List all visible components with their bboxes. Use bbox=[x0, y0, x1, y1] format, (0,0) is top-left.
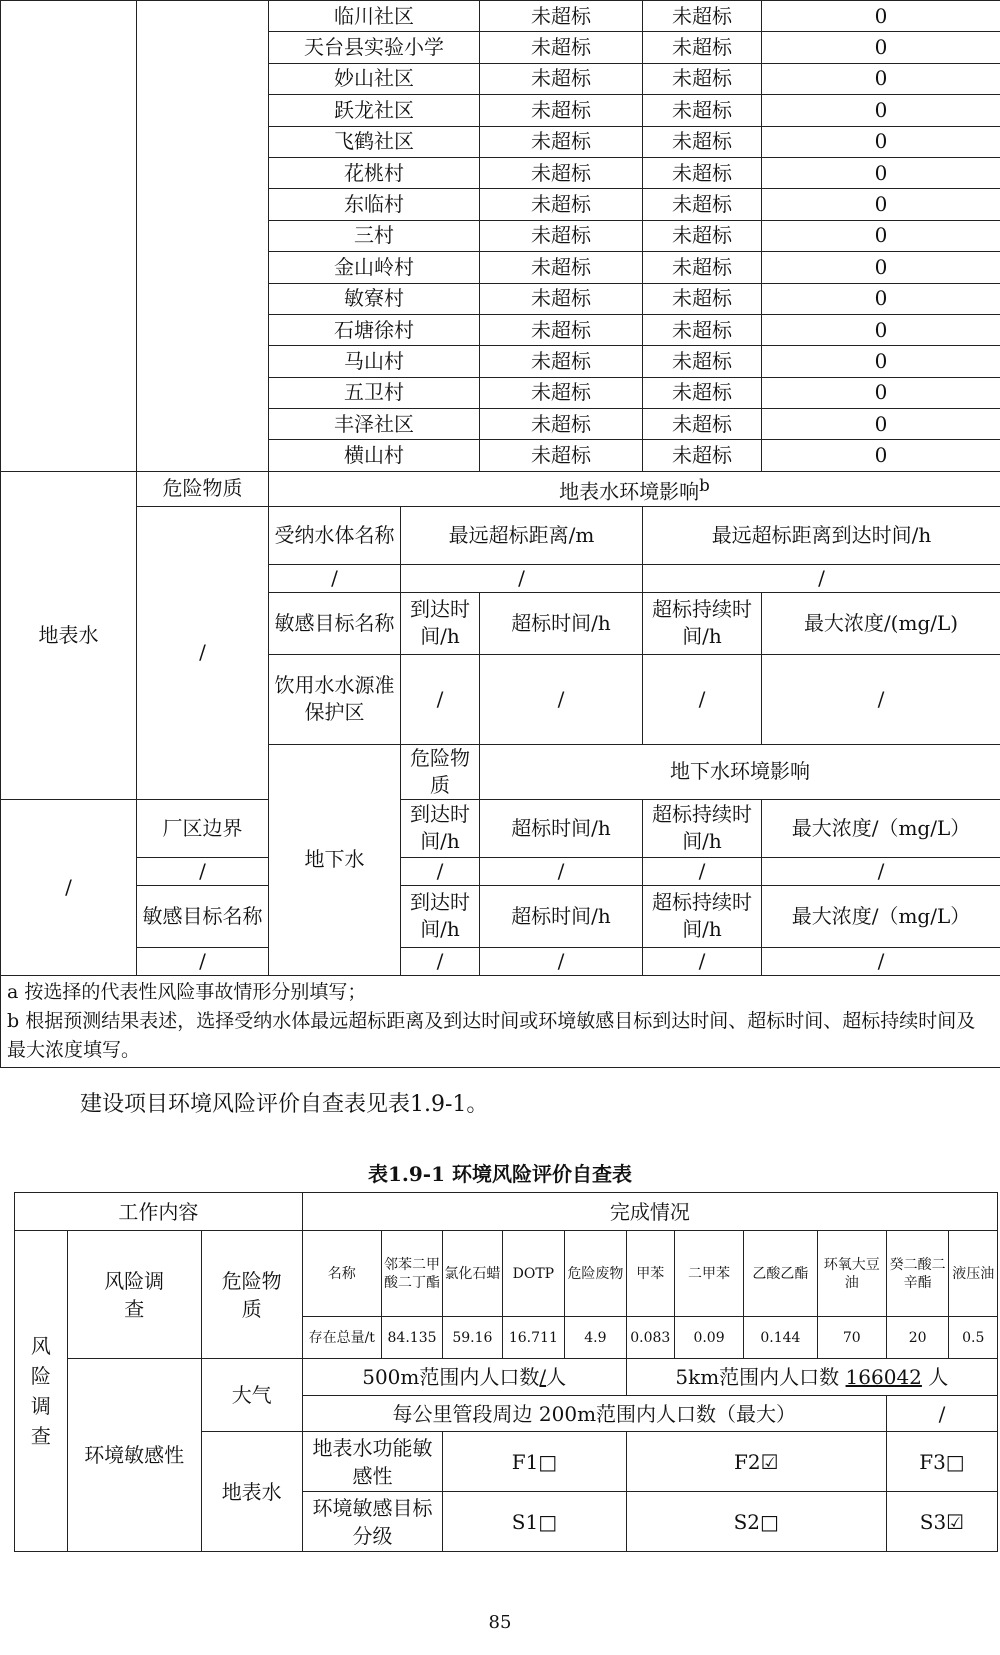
exceed-duration-label: 超标持续时间/h bbox=[643, 592, 762, 654]
substance-amount: 59.16 bbox=[443, 1317, 502, 1359]
sw-r2-cell: / bbox=[643, 654, 762, 744]
substance-amount: 70 bbox=[817, 1317, 886, 1359]
exceed-status-b: 未超标 bbox=[643, 377, 762, 408]
exceed-status-b: 未超标 bbox=[643, 1, 762, 32]
f3-checkbox: F3□ bbox=[886, 1432, 997, 1492]
village-name: 花桃村 bbox=[269, 157, 480, 188]
gw-r2-cell: / bbox=[762, 947, 1000, 975]
exceed-status-a: 未超标 bbox=[480, 346, 643, 377]
substance-name: 危险废物 bbox=[565, 1231, 626, 1317]
table-notes-row bbox=[1, 975, 1000, 1067]
drinking-water-protection-zone: 饮用水水源准保护区 bbox=[269, 654, 401, 744]
sw-r1-cell: / bbox=[643, 564, 1000, 592]
substance-name: 甲苯 bbox=[626, 1231, 674, 1317]
gw-r1-cell: / bbox=[401, 857, 480, 885]
arrival-time-label: 到达时间/h bbox=[401, 592, 480, 654]
exceed-status-a: 未超标 bbox=[480, 189, 643, 220]
sensitive-target-name: 敏感目标名称 bbox=[269, 592, 401, 654]
exceed-status-b: 未超标 bbox=[643, 440, 762, 471]
completion-header: 完成情况 bbox=[302, 1193, 997, 1231]
atmosphere-blank-cell bbox=[1, 1, 137, 472]
exceed-count: 0 bbox=[762, 252, 1000, 283]
village-name: 临川社区 bbox=[269, 1, 480, 32]
exceed-status-a: 未超标 bbox=[480, 63, 643, 94]
exceed-status-b: 未超标 bbox=[643, 252, 762, 283]
gw-r2-cell: / bbox=[401, 947, 480, 975]
gw-r2-cell: / bbox=[137, 947, 269, 975]
exceed-count: 0 bbox=[762, 314, 1000, 345]
table-notes bbox=[1, 975, 1000, 1067]
exceed-count: 0 bbox=[762, 220, 1000, 251]
substance-amount: 4.9 bbox=[565, 1317, 626, 1359]
exceed-status-a: 未超标 bbox=[480, 1, 643, 32]
exceed-status-b: 未超标 bbox=[643, 283, 762, 314]
surface-water-label: 地表水 bbox=[1, 471, 137, 799]
table-caption: 表1.9-1 环境风险评价自查表 bbox=[368, 1162, 632, 1186]
gw-sensitive-target-name: 敏感目标名称 bbox=[137, 885, 269, 947]
village-name: 飞鹤社区 bbox=[269, 126, 480, 157]
substance-amount: 20 bbox=[886, 1317, 949, 1359]
table-row bbox=[1, 947, 1000, 975]
exceed-status-b: 未超标 bbox=[643, 189, 762, 220]
village-name: 敏寮村 bbox=[269, 283, 480, 314]
gw-duration: 超标持续时间/h bbox=[643, 799, 762, 857]
substance-amount: 16.711 bbox=[502, 1317, 565, 1359]
air-500m-population: 500m范围内人口数/人 bbox=[302, 1359, 626, 1396]
work-content-header: 工作内容 bbox=[15, 1193, 303, 1231]
atmosphere-blank-cell-2 bbox=[137, 1, 269, 472]
gw-r1-cell: / bbox=[480, 857, 643, 885]
function-sensitivity-label: 地表水功能敏感性 bbox=[302, 1432, 443, 1492]
substance-name: 氯化石蜡 bbox=[443, 1231, 502, 1317]
sw-hazard-value: / bbox=[137, 506, 269, 799]
page-number: 85 bbox=[488, 1612, 512, 1633]
gw-r1-cell: / bbox=[762, 857, 1000, 885]
gw-r1-cell: / bbox=[643, 857, 762, 885]
village-name: 石塘徐村 bbox=[269, 314, 480, 345]
sw-r2-cell: / bbox=[480, 654, 643, 744]
air-label: 大气 bbox=[201, 1359, 302, 1432]
gw-exceed-time: 超标时间/h bbox=[480, 799, 643, 857]
body-paragraph: 建设项目环境风险评价自查表见表1.9-1。 bbox=[80, 1092, 489, 1117]
note-b: b 根据预测结果表述，选择受纳水体最远超标距离及到达时间或环境敏感目标到达时间、超标时间、超标持续时间及最大浓度填写。 bbox=[7, 1009, 976, 1061]
s1-checkbox: S1□ bbox=[443, 1492, 626, 1552]
exceed-status-a: 未超标 bbox=[480, 32, 643, 63]
exceed-status-b: 未超标 bbox=[643, 126, 762, 157]
exceed-status-a: 未超标 bbox=[480, 283, 643, 314]
exceed-status-b: 未超标 bbox=[643, 95, 762, 126]
substance-name: 乙酸乙酯 bbox=[744, 1231, 818, 1317]
substance-amount: 0.09 bbox=[674, 1317, 743, 1359]
exceed-count: 0 bbox=[762, 283, 1000, 314]
air-5km-population: 5km范围内人口数 166042 人 bbox=[626, 1359, 997, 1396]
gw-r2-cell: / bbox=[643, 947, 762, 975]
gw-max-conc: 最大浓度/（mg/L） bbox=[762, 799, 1000, 857]
risk-self-check-table bbox=[14, 1192, 998, 1552]
substance-amount: 84.135 bbox=[381, 1317, 442, 1359]
pipeline-population-label: 每公里管段周边 200m范围内人口数（最大） bbox=[302, 1396, 886, 1432]
table-row bbox=[1, 1, 1000, 32]
gw-duration-2: 超标持续时间/h bbox=[643, 885, 762, 947]
exceed-count: 0 bbox=[762, 189, 1000, 220]
gw-hazard-label: 危险物质 bbox=[401, 744, 480, 799]
s3-checkbox: S3☑ bbox=[886, 1492, 997, 1552]
table-row bbox=[1, 799, 1000, 857]
table-row bbox=[1, 885, 1000, 947]
exceed-status-a: 未超标 bbox=[480, 252, 643, 283]
exceed-status-b: 未超标 bbox=[643, 220, 762, 251]
exceed-count: 0 bbox=[762, 32, 1000, 63]
village-name: 金山岭村 bbox=[269, 252, 480, 283]
substance-name-label: 名称 bbox=[302, 1231, 381, 1317]
gw-impact-title: 地下水环境影响 bbox=[480, 744, 1000, 799]
exceed-status-b: 未超标 bbox=[643, 32, 762, 63]
sw-hazard-label: 危险物质 bbox=[137, 471, 269, 506]
max-distance-arrival-time: 最远超标距离到达时间/h bbox=[643, 506, 1000, 564]
substance-name: 癸二酸二辛酯 bbox=[886, 1231, 949, 1317]
substance-amount: 0.5 bbox=[949, 1317, 998, 1359]
exceed-count: 0 bbox=[762, 440, 1000, 471]
max-exceed-distance: 最远超标距离/m bbox=[401, 506, 643, 564]
table-row bbox=[1, 506, 1000, 564]
village-name: 妙山社区 bbox=[269, 63, 480, 94]
exceed-status-a: 未超标 bbox=[480, 409, 643, 440]
sw-impact-title bbox=[269, 471, 1000, 506]
exceed-count: 0 bbox=[762, 1, 1000, 32]
gw-arrival-time-2: 到达时间/h bbox=[401, 885, 480, 947]
village-name: 丰泽社区 bbox=[269, 409, 480, 440]
exceed-status-a: 未超标 bbox=[480, 314, 643, 345]
gw-r1-cell: / bbox=[137, 857, 269, 885]
gw-arrival-time: 到达时间/h bbox=[401, 799, 480, 857]
surface-water-label: 地表水 bbox=[201, 1432, 302, 1552]
groundwater-label: 地下水 bbox=[269, 744, 401, 975]
exceed-count: 0 bbox=[762, 63, 1000, 94]
table-row bbox=[1, 857, 1000, 885]
receiving-water-name: 受纳水体名称 bbox=[269, 506, 401, 564]
f1-checkbox: F1□ bbox=[443, 1432, 626, 1492]
env-sensitivity-label: 环境敏感性 bbox=[67, 1359, 201, 1552]
exceed-status-a: 未超标 bbox=[480, 157, 643, 188]
exceed-count: 0 bbox=[762, 95, 1000, 126]
gw-max-conc-2: 最大浓度/（mg/L） bbox=[762, 885, 1000, 947]
risk-survey-label: 风险调查 bbox=[67, 1231, 201, 1359]
exceed-count: 0 bbox=[762, 126, 1000, 157]
pipeline-population-value: / bbox=[886, 1396, 997, 1432]
substance-name: 液压油 bbox=[949, 1231, 998, 1317]
village-name: 横山村 bbox=[269, 440, 480, 471]
exceed-time-label: 超标时间/h bbox=[480, 592, 643, 654]
sw-r1-cell: / bbox=[401, 564, 643, 592]
substance-amount: 0.083 bbox=[626, 1317, 674, 1359]
sw-impact-sup: b bbox=[699, 475, 710, 495]
substance-name: DOTP bbox=[502, 1231, 565, 1317]
exceed-status-b: 未超标 bbox=[643, 314, 762, 345]
sw-impact-text: 地表水环境影响 bbox=[559, 479, 700, 504]
village-name: 五卫村 bbox=[269, 377, 480, 408]
sw-r1-cell: / bbox=[269, 564, 401, 592]
exceed-status-b: 未超标 bbox=[643, 346, 762, 377]
sw-r2-cell: / bbox=[762, 654, 1000, 744]
exceed-status-a: 未超标 bbox=[480, 440, 643, 471]
substance-name: 二甲苯 bbox=[674, 1231, 743, 1317]
village-name: 天台县实验小学 bbox=[269, 32, 480, 63]
gw-r2-cell: / bbox=[480, 947, 643, 975]
max-conc-label: 最大浓度/(mg/L) bbox=[762, 592, 1000, 654]
exceed-count: 0 bbox=[762, 157, 1000, 188]
amount-label: 存在总量/t bbox=[302, 1317, 381, 1359]
village-name: 东临村 bbox=[269, 189, 480, 220]
village-name: 三村 bbox=[269, 220, 480, 251]
sw-r2-cell: / bbox=[401, 654, 480, 744]
exceed-status-b: 未超标 bbox=[643, 409, 762, 440]
risk-survey-vertical-label: 风 险 调 查 bbox=[15, 1231, 68, 1552]
exceed-status-a: 未超标 bbox=[480, 126, 643, 157]
plant-boundary: 厂区边界 bbox=[137, 799, 269, 857]
exceed-count: 0 bbox=[762, 377, 1000, 408]
substance-amount: 0.144 bbox=[744, 1317, 818, 1359]
substance-name: 邻苯二甲酸二丁酯 bbox=[381, 1231, 442, 1317]
table-row bbox=[1, 471, 1000, 506]
village-name: 马山村 bbox=[269, 346, 480, 377]
exceed-status-b: 未超标 bbox=[643, 157, 762, 188]
f2-checkbox: F2☑ bbox=[626, 1432, 886, 1492]
target-grade-label: 环境敏感目标分级 bbox=[302, 1492, 443, 1552]
exceed-count: 0 bbox=[762, 346, 1000, 377]
exceed-status-a: 未超标 bbox=[480, 95, 643, 126]
substance-name: 环氧大豆油 bbox=[817, 1231, 886, 1317]
gw-hazard-value: / bbox=[1, 799, 137, 975]
exceed-status-a: 未超标 bbox=[480, 220, 643, 251]
village-name: 跃龙社区 bbox=[269, 95, 480, 126]
exceed-count: 0 bbox=[762, 409, 1000, 440]
exceed-status-a: 未超标 bbox=[480, 377, 643, 408]
s2-checkbox: S2□ bbox=[626, 1492, 886, 1552]
note-a: a 按选择的代表性风险事故情形分别填写； bbox=[7, 980, 367, 1003]
hazardous-substance-label: 危险物质 bbox=[201, 1231, 302, 1359]
gw-exceed-time-2: 超标时间/h bbox=[480, 885, 643, 947]
exceed-status-b: 未超标 bbox=[643, 63, 762, 94]
